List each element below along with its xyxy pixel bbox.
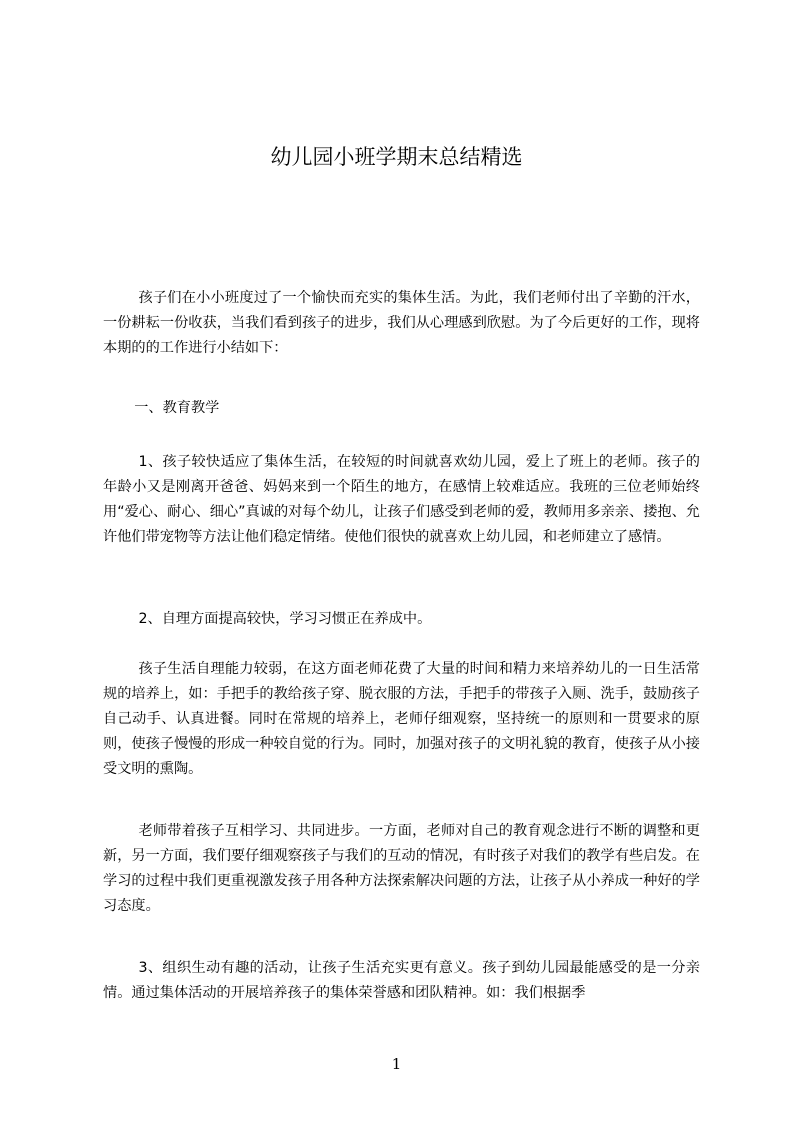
- section-heading-education: 一、教育教学: [134, 400, 220, 416]
- paragraph-self-care: 孩子生活自理能力较弱，在这方面老师花费了大量的时间和精力来培养幼儿的一日生活常规的培养上，如：手把手的教给孩子穿、脱衣服的方法，手把手的带孩子入厕、洗手，鼓励孩子自己动手、认真进餐。同时在常规的培养上，老师仔细观察，坚持统一的原则和一贯要求的原则，使孩子慢慢的形成一种较自觉的行为。同时，加强对孩子的文明礼貌的教育，使孩子从小接受文明的熏陶。: [103, 661, 700, 777]
- paragraph-item-1: 1、孩子较快适应了集体生活，在较短的时间就喜欢幼儿园，爱上了班上的老师。孩子的年龄小又是刚离开爸爸、妈妈来到一个陌生的地方，在感情上较难适应。我班的三位老师始终用“爱心、耐心、细心”真诚的对每个幼儿，让孩子们感受到老师的爱，教师用多亲亲、搂抱、允许他们带宠物等方法让他们稳定情绪。使他们很快的就喜欢上幼儿园，和老师建立了感情。: [103, 454, 700, 545]
- document-title: 幼儿园小班学期末总结精选: [270, 145, 523, 169]
- paragraph-item-2: 2、自理方面提高较快，学习习惯正在养成中。: [138, 611, 432, 627]
- page-number: 1: [391, 1055, 402, 1073]
- paragraph-item-3: 3、组织生动有趣的活动，让孩子生活充实更有意义。孩子到幼儿园最能感受的是一分亲情。通过集体活动的开展培养孩子的集体荣誉感和团队精神。如：我们根据季: [103, 960, 700, 1001]
- intro-paragraph: 孩子们在小小班度过了一个愉快而充实的集体生活。为此，我们老师付出了辛勤的汗水，一份耕耘一份收获，当我们看到孩子的进步，我们从心理感到欣慰。为了今后更好的工作，现将本期的的工作进行小结如下：: [103, 290, 700, 356]
- paragraph-mutual-learning: 老师带着孩子互相学习、共同进步。一方面，老师对自己的教育观念进行不断的调整和更新，另一方面，我们要仔细观察孩子与我们的互动的情况，有时孩子对我们的教学有些启发。在学习的过程中我们更重视激发孩子用各种方法探索解决问题的方法，让孩子从小养成一种好的学习态度。: [103, 823, 700, 914]
